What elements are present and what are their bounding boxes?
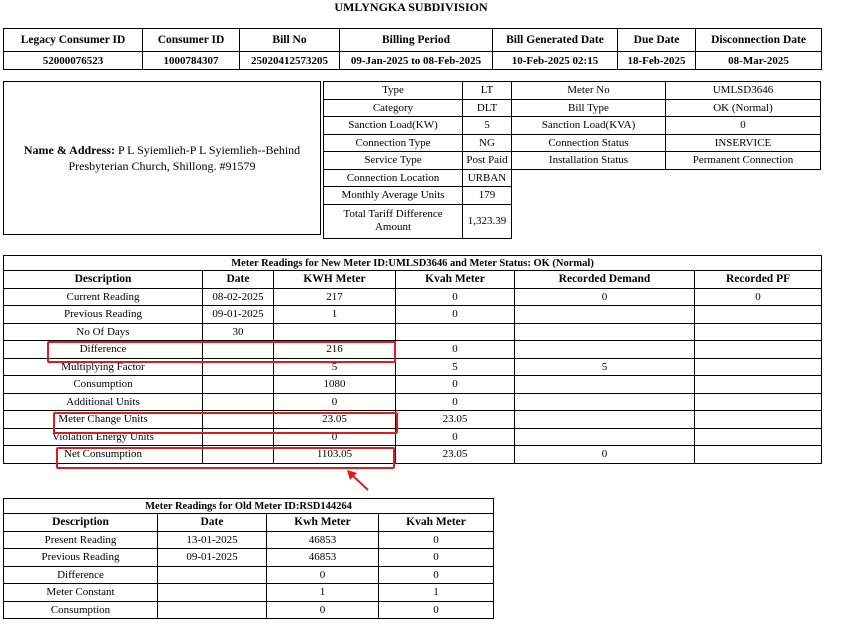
info-value: NG bbox=[463, 134, 512, 152]
table-cell: 217 bbox=[274, 288, 396, 306]
info-label: Connection Type bbox=[324, 134, 463, 152]
info-label: Bill Type bbox=[512, 99, 666, 117]
table-cell: 0 bbox=[515, 288, 695, 306]
header-due-date: Due Date bbox=[618, 29, 696, 52]
bill-value-row bbox=[4, 52, 822, 70]
info-label: Connection Location bbox=[324, 169, 463, 187]
header-recorded-pf: Recorded PF bbox=[695, 271, 822, 289]
table-cell: 1 bbox=[379, 584, 494, 602]
table-cell: 216 bbox=[274, 341, 396, 359]
table-cell: 1103.05 bbox=[274, 446, 396, 464]
table-cell: 0 bbox=[695, 288, 822, 306]
info-value: INSERVICE bbox=[666, 134, 821, 152]
table-row bbox=[4, 601, 494, 619]
table-cell: Present Reading bbox=[4, 531, 158, 549]
table-row bbox=[4, 306, 822, 324]
billing-period: 09-Jan-2025 to 08-Feb-2025 bbox=[340, 52, 493, 70]
header-kvah-meter: Kvah Meter bbox=[379, 514, 494, 532]
table-cell bbox=[515, 306, 695, 324]
table-row bbox=[4, 288, 822, 306]
header-date: Date bbox=[203, 271, 274, 289]
table-cell: 0 bbox=[274, 428, 396, 446]
info-value: URBAN bbox=[463, 169, 512, 187]
name-address-value: P L Syiemlieh-P L Syiemlieh--Behind Presbyterian Church, Shillong. #91579 bbox=[68, 143, 301, 173]
table-cell: Difference bbox=[4, 566, 158, 584]
table-cell bbox=[695, 446, 822, 464]
table-cell bbox=[203, 393, 274, 411]
table-cell bbox=[274, 323, 396, 341]
table-cell: 0 bbox=[379, 566, 494, 584]
connection-info-table bbox=[323, 81, 512, 239]
due-date: 18-Feb-2025 bbox=[618, 52, 696, 70]
table-cell: 5 bbox=[396, 358, 515, 376]
table-row bbox=[4, 549, 494, 567]
table-cell: 0 bbox=[396, 393, 515, 411]
info-row bbox=[324, 169, 512, 187]
table-row bbox=[4, 323, 822, 341]
table-cell bbox=[695, 428, 822, 446]
new-meter-caption: Meter Readings for New Meter ID:UMLSD3646 and Meter Status: OK (Normal) bbox=[4, 256, 822, 271]
header-disconnection-date: Disconnection Date bbox=[696, 29, 822, 52]
info-value: Permanent Connection bbox=[666, 152, 821, 170]
table-cell bbox=[515, 323, 695, 341]
info-label: Service Type bbox=[324, 152, 463, 170]
table-cell: 23.05 bbox=[396, 411, 515, 429]
meter-info-table bbox=[511, 81, 821, 170]
table-cell bbox=[515, 428, 695, 446]
table-cell bbox=[695, 393, 822, 411]
table-cell: 0 bbox=[396, 341, 515, 359]
table-cell: 0 bbox=[379, 531, 494, 549]
table-cell: 09-01-2025 bbox=[158, 549, 267, 567]
table-cell: Consumption bbox=[4, 601, 158, 619]
bill-no: 25020412573205 bbox=[240, 52, 340, 70]
info-label: Category bbox=[324, 99, 463, 117]
table-cell: Meter Change Units bbox=[4, 411, 203, 429]
table-row bbox=[4, 376, 822, 394]
table-cell bbox=[695, 323, 822, 341]
info-row bbox=[512, 117, 821, 135]
table-cell bbox=[695, 341, 822, 359]
table-cell: 1080 bbox=[274, 376, 396, 394]
table-cell bbox=[158, 584, 267, 602]
table-row bbox=[4, 566, 494, 584]
table-cell: Previous Reading bbox=[4, 549, 158, 567]
name-address-label: Name & Address: bbox=[23, 143, 115, 157]
info-label: Installation Status bbox=[512, 152, 666, 170]
table-cell: 09-01-2025 bbox=[203, 306, 274, 324]
info-value: UMLSD3646 bbox=[666, 82, 821, 100]
header-recorded-demand: Recorded Demand bbox=[515, 271, 695, 289]
info-row bbox=[324, 152, 512, 170]
table-cell bbox=[203, 376, 274, 394]
bill-header-row bbox=[4, 29, 822, 52]
header-description: Description bbox=[4, 271, 203, 289]
legacy-consumer-id: 52000076523 bbox=[4, 52, 143, 70]
table-cell: 0 bbox=[396, 428, 515, 446]
table-cell: Net Consumption bbox=[4, 446, 203, 464]
header-kvah-meter: Kvah Meter bbox=[396, 271, 515, 289]
bill-generated-date: 10-Feb-2025 02:15 bbox=[493, 52, 618, 70]
table-cell: 0 bbox=[379, 549, 494, 567]
table-cell: 0 bbox=[396, 306, 515, 324]
info-row bbox=[324, 204, 512, 238]
header-legacy-consumer-id: Legacy Consumer ID bbox=[4, 29, 143, 52]
table-row bbox=[4, 584, 494, 602]
info-row bbox=[512, 152, 821, 170]
table-cell bbox=[695, 411, 822, 429]
table-cell: 23.05 bbox=[396, 446, 515, 464]
info-row bbox=[512, 82, 821, 100]
table-cell bbox=[396, 323, 515, 341]
table-cell: Multiplying Factor bbox=[4, 358, 203, 376]
table-cell bbox=[515, 411, 695, 429]
table-cell: Previous Reading bbox=[4, 306, 203, 324]
old-meter-readings-table bbox=[3, 498, 494, 619]
name-address-box bbox=[3, 81, 321, 235]
info-row bbox=[324, 99, 512, 117]
table-cell: 0 bbox=[274, 393, 396, 411]
info-value: 5 bbox=[463, 117, 512, 135]
info-row bbox=[512, 134, 821, 152]
header-date: Date bbox=[158, 514, 267, 532]
header-row bbox=[4, 514, 494, 532]
table-cell: 5 bbox=[274, 358, 396, 376]
arrow-up-left-icon bbox=[340, 468, 374, 494]
old-meter-caption: Meter Readings for Old Meter ID:RSD144264 bbox=[4, 499, 494, 514]
table-row bbox=[4, 531, 494, 549]
caption-row bbox=[4, 499, 494, 514]
caption-row bbox=[4, 256, 822, 271]
table-cell: 0 bbox=[396, 376, 515, 394]
header-bill-generated-date: Bill Generated Date bbox=[493, 29, 618, 52]
consumer-id: 1000784307 bbox=[143, 52, 240, 70]
table-cell: 0 bbox=[379, 601, 494, 619]
info-row bbox=[324, 187, 512, 205]
table-cell: 0 bbox=[515, 446, 695, 464]
info-label: Monthly Average Units bbox=[324, 187, 463, 205]
table-cell: Additional Units bbox=[4, 393, 203, 411]
table-cell: 08-02-2025 bbox=[203, 288, 274, 306]
table-cell bbox=[158, 601, 267, 619]
header-description: Description bbox=[4, 514, 158, 532]
info-label: Connection Status bbox=[512, 134, 666, 152]
info-row bbox=[512, 99, 821, 117]
header-row bbox=[4, 271, 822, 289]
info-label: Sanction Load(KVA) bbox=[512, 117, 666, 135]
header-kwh-meter: KWH Meter bbox=[274, 271, 396, 289]
table-cell bbox=[515, 393, 695, 411]
table-cell: Difference bbox=[4, 341, 203, 359]
page-title: UMLYNGKA SUBDIVISION bbox=[334, 0, 488, 14]
table-cell bbox=[158, 566, 267, 584]
info-label: Meter No bbox=[512, 82, 666, 100]
table-cell: 46853 bbox=[267, 531, 379, 549]
info-value: Post Paid bbox=[463, 152, 512, 170]
table-cell: 0 bbox=[267, 601, 379, 619]
table-row bbox=[4, 393, 822, 411]
table-cell bbox=[515, 376, 695, 394]
table-cell: 23.05 bbox=[274, 411, 396, 429]
info-row bbox=[324, 82, 512, 100]
table-cell: 1 bbox=[267, 584, 379, 602]
table-cell bbox=[695, 376, 822, 394]
info-value: OK (Normal) bbox=[666, 99, 821, 117]
table-cell bbox=[695, 358, 822, 376]
info-row bbox=[324, 117, 512, 135]
table-cell: Consumption bbox=[4, 376, 203, 394]
table-cell bbox=[515, 341, 695, 359]
info-value: DLT bbox=[463, 99, 512, 117]
table-cell: Current Reading bbox=[4, 288, 203, 306]
table-cell: 0 bbox=[267, 566, 379, 584]
table-cell: Meter Constant bbox=[4, 584, 158, 602]
table-cell bbox=[695, 306, 822, 324]
table-cell: No Of Days bbox=[4, 323, 203, 341]
table-cell: 5 bbox=[515, 358, 695, 376]
table-cell: 1 bbox=[274, 306, 396, 324]
info-row bbox=[324, 134, 512, 152]
info-label: Total Tariff Difference Amount bbox=[324, 204, 463, 238]
bill-summary-table bbox=[3, 28, 822, 70]
info-label: Type bbox=[324, 82, 463, 100]
table-cell: 13-01-2025 bbox=[158, 531, 267, 549]
meter-change-units-highlight-box bbox=[53, 412, 398, 434]
net-consumption-highlight-box bbox=[56, 447, 395, 469]
info-value: 1,323.39 bbox=[463, 204, 512, 238]
table-cell: 0 bbox=[396, 288, 515, 306]
table-cell: Violation Energy Units bbox=[4, 428, 203, 446]
info-label: Sanction Load(KW) bbox=[324, 117, 463, 135]
header-consumer-id: Consumer ID bbox=[143, 29, 240, 52]
info-value: LT bbox=[463, 82, 512, 100]
table-cell: 30 bbox=[203, 323, 274, 341]
header-bill-no: Bill No bbox=[240, 29, 340, 52]
header-kwh-meter: Kwh Meter bbox=[267, 514, 379, 532]
header-billing-period: Billing Period bbox=[340, 29, 493, 52]
info-value: 179 bbox=[463, 187, 512, 205]
table-cell: 46853 bbox=[267, 549, 379, 567]
disconnection-date: 08-Mar-2025 bbox=[696, 52, 822, 70]
difference-highlight-box bbox=[47, 341, 396, 363]
info-value: 0 bbox=[666, 117, 821, 135]
